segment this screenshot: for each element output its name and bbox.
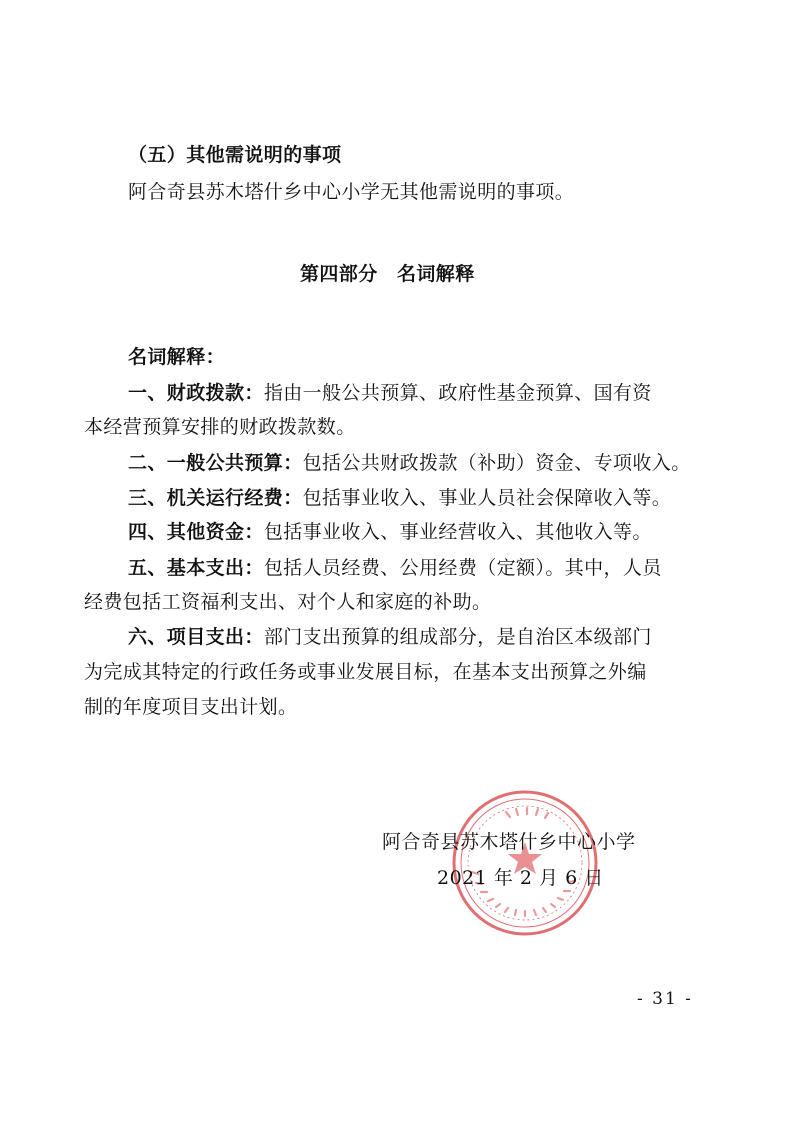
glossary-item-1-cont: 本经营预算安排的财政拨款数。 <box>84 416 356 438</box>
glossary-definition: 包括公共财政拨款（补助）资金、专项收入。 <box>302 452 691 474</box>
glossary-term: 二、一般公共预算： <box>128 452 303 474</box>
signature-date: 2021 年 2 月 6 日 <box>437 867 604 889</box>
glossary-term: 三、机关运行经费： <box>128 487 303 509</box>
page-number: - 31 - <box>637 989 693 1009</box>
glossary-definition: 部门支出预算的组成部分，是自治区本级部门 <box>263 626 652 648</box>
glossary-item-2 <box>128 451 691 475</box>
glossary-item-6-cont: 为完成其特定的行政任务或事业发展目标，在基本支出预算之外编 <box>84 661 647 683</box>
section-heading: （五）其他需说明的事项 <box>128 144 342 166</box>
glossary-item-4 <box>128 520 652 544</box>
glossary-item-5 <box>128 556 662 580</box>
glossary-item-6-cont2: 制的年度项目支出计划。 <box>84 696 298 718</box>
official-seal-stamp <box>450 788 600 938</box>
section-text: 阿合奇县苏木塔什乡中心小学无其他需说明的事项。 <box>128 181 575 203</box>
signature-org: 阿合奇县苏木塔什乡中心小学 <box>382 831 636 853</box>
glossary-item-3 <box>128 486 671 510</box>
glossary-definition: 包括事业收入、事业人员社会保障收入等。 <box>302 487 672 509</box>
glossary-intro: 名词解释： <box>128 346 226 368</box>
glossary-definition: 包括人员经费、公用经费（定额）。其中，人员 <box>263 557 662 579</box>
glossary-term: 四、其他资金： <box>128 521 264 543</box>
glossary-term: 六、项目支出： <box>128 626 264 648</box>
glossary-item-6 <box>128 625 652 649</box>
glossary-item-1 <box>128 381 652 405</box>
glossary-item-5-cont: 经费包括工资福利支出、对个人和家庭的补助。 <box>84 591 492 613</box>
glossary-definition: 包括事业收入、事业经营收入、其他收入等。 <box>263 521 652 543</box>
glossary-term: 一、财政拨款： <box>128 382 264 404</box>
glossary-definition: 指由一般公共预算、政府性基金预算、国有资 <box>263 382 652 404</box>
part-title: 第四部分 名词解释 <box>300 263 475 285</box>
glossary-term: 五、基本支出： <box>128 557 264 579</box>
